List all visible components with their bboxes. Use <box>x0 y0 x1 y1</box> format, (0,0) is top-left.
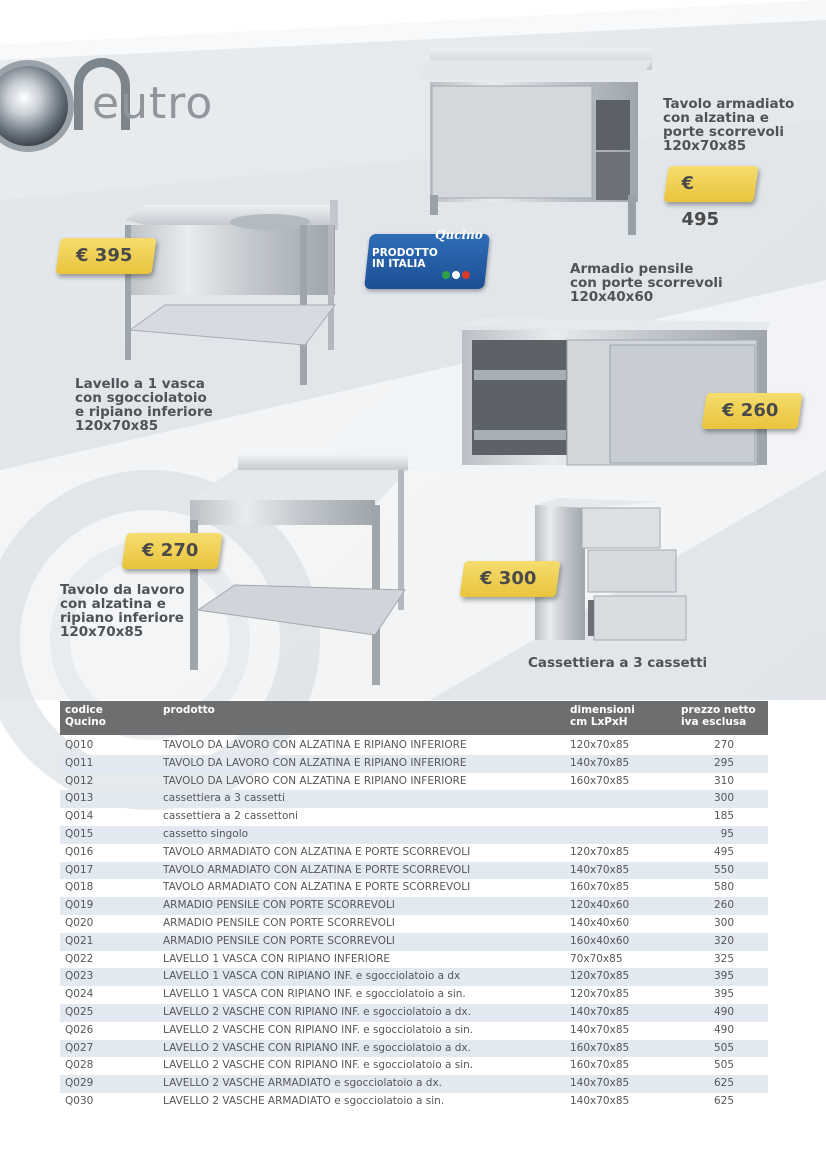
cell-product: cassettiera a 3 cassetti <box>158 790 565 808</box>
table-row <box>60 808 768 826</box>
logo-text: eutro <box>92 78 214 129</box>
cell-price: 625 <box>676 1075 768 1093</box>
cell-code: Q018 <box>65 881 94 894</box>
table-row <box>60 790 768 808</box>
cell-dimensions: 120x70x85 <box>570 739 630 751</box>
label-line: 120x70x85 <box>663 138 747 154</box>
cell-product: LAVELLO 1 VASCA CON RIPIANO INF. e sgocciolatoio a dx <box>158 968 565 986</box>
cell-code: Q023 <box>60 968 158 986</box>
cell-product: LAVELLO 2 VASCHE CON RIPIANO INF. e sgocciolatoio a sin. <box>163 1023 474 1036</box>
cell-price: 505 <box>676 1040 768 1058</box>
price-tag-tavolo-lavoro <box>121 533 222 569</box>
cell-dimensions: 160x40x60 <box>565 933 676 951</box>
cell-code: Q016 <box>65 845 94 858</box>
label-line: con alzatina e <box>60 596 166 612</box>
cell-price: 300 <box>713 916 734 929</box>
cell-product: LAVELLO 1 VASCA CON RIPIANO INF. e sgocciolatoio a sin. <box>163 988 466 1001</box>
label-line: Armadio pensile <box>570 261 694 277</box>
cell-dimensions: 140x70x85 <box>570 1094 630 1107</box>
cell-dimensions <box>565 826 676 844</box>
cell-code: Q017 <box>60 862 158 880</box>
cell-code: Q012 <box>65 774 94 787</box>
flag-green-icon <box>442 271 450 279</box>
badge-line-1: PRODOTTO <box>372 247 438 259</box>
table-row <box>60 1057 768 1075</box>
cell-product: TAVOLO ARMADIATO CON ALZATINA E PORTE SCORREVOLI <box>158 862 565 880</box>
table-row <box>60 986 768 1004</box>
cell-product: LAVELLO 2 VASCHE CON RIPIANO INF. e sgocciolatoio a dx. <box>158 1040 565 1058</box>
table-row <box>60 1040 768 1058</box>
cell-dimensions: 160x70x85 <box>570 1059 630 1072</box>
cell-dimensions: 160x70x85 <box>570 881 630 894</box>
cell-product: LAVELLO 2 VASCHE ARMADIATO e sgocciolatoio a sin. <box>163 1094 445 1107</box>
label-line: porte scorrevoli <box>663 124 785 140</box>
header-prodotto <box>158 701 565 735</box>
cell-code: Q011 <box>60 755 158 773</box>
cell-code: Q019 <box>60 897 158 915</box>
cell-product: LAVELLO 2 VASCHE CON RIPIANO INF. e sgocciolatoio a dx. <box>158 1004 565 1022</box>
table-row <box>60 1093 768 1111</box>
cell-product: LAVELLO 1 VASCA CON RIPIANO INFERIORE <box>163 952 391 965</box>
table-header-row <box>60 701 768 735</box>
cell-price: 505 <box>713 1059 734 1072</box>
cell-code: Q028 <box>65 1059 94 1072</box>
label-line: con alzatina e <box>663 110 769 126</box>
table-row <box>60 1004 768 1022</box>
cell-price: 260 <box>676 897 768 915</box>
table-row <box>60 844 768 862</box>
cell-dimensions: 120x70x85 <box>570 845 630 858</box>
cell-price: 300 <box>676 790 768 808</box>
cell-code: Q010 <box>65 739 94 751</box>
cell-code: Q024 <box>65 988 94 1001</box>
label-line: con porte scorrevoli <box>570 275 723 291</box>
price-value: € 395 <box>76 245 133 266</box>
cell-price: 295 <box>676 755 768 773</box>
price-tag-tavolo-armadiato <box>663 166 758 230</box>
cell-dimensions: 140x70x85 <box>565 755 676 773</box>
cell-price: 185 <box>713 810 734 823</box>
price-value: € 495 <box>681 173 720 230</box>
cell-product: ARMADIO PENSILE CON PORTE SCORREVOLI <box>158 897 565 915</box>
table-row <box>60 968 768 986</box>
label-line: con sgocciolatoio <box>75 390 207 406</box>
cell-price: 495 <box>713 845 734 858</box>
cell-price: 95 <box>676 826 768 844</box>
table-row <box>60 862 768 880</box>
label-line: Tavolo da lavoro <box>60 582 185 598</box>
cell-price: 395 <box>713 988 734 1001</box>
cell-product: LAVELLO 2 VASCHE ARMADIATO e sgocciolatoio a dx. <box>158 1075 565 1093</box>
price-tag-cassettiera <box>459 561 560 597</box>
cell-price: 580 <box>713 881 734 894</box>
price-tag-armadio-pensile <box>701 393 802 429</box>
cell-dimensions: 140x40x60 <box>570 916 630 929</box>
cell-code: Q027 <box>60 1040 158 1058</box>
cell-product: TAVOLO ARMADIATO CON ALZATINA E PORTE SCORREVOLI <box>163 845 471 858</box>
label-cassettiera <box>528 656 707 670</box>
table-row <box>60 1022 768 1040</box>
label-line: 120x70x85 <box>75 418 159 434</box>
flag-red-icon <box>462 271 470 279</box>
header-line: iva esclusa <box>681 716 747 728</box>
cell-product: TAVOLO ARMADIATO CON ALZATINA E PORTE SCORREVOLI <box>163 881 471 894</box>
label-line: Lavello a 1 vasca <box>75 376 205 392</box>
cell-code: Q025 <box>60 1004 158 1022</box>
badge-text <box>372 248 438 270</box>
table-row <box>60 879 768 897</box>
cell-price: 395 <box>676 968 768 986</box>
cell-dimensions: 140x70x85 <box>570 1023 630 1036</box>
label-tavolo-armadiato <box>663 97 794 153</box>
table-row <box>60 897 768 915</box>
label-line: ripiano inferiore <box>60 610 184 626</box>
cell-product: ARMADIO PENSILE CON PORTE SCORREVOLI <box>163 916 395 929</box>
cell-code: Q015 <box>60 826 158 844</box>
badge-brand: Qucino <box>435 228 483 242</box>
cell-dimensions: 120x40x60 <box>565 897 676 915</box>
cell-dimensions: 160x70x85 <box>565 1040 676 1058</box>
table-row <box>60 915 768 933</box>
cell-product: ARMADIO PENSILE CON PORTE SCORREVOLI <box>158 933 565 951</box>
armadio-pensile-image <box>460 318 770 465</box>
header-line: codice <box>65 704 103 716</box>
cell-price: 490 <box>676 1004 768 1022</box>
cell-code: Q020 <box>65 916 94 929</box>
cell-dimensions: 70x70x85 <box>570 952 623 965</box>
price-tag-lavello <box>55 238 156 274</box>
table-row <box>60 951 768 969</box>
label-line: Cassettiera a 3 cassetti <box>528 655 708 671</box>
cell-code: Q021 <box>60 933 158 951</box>
cell-dimensions: 160x70x85 <box>570 774 630 787</box>
table-row <box>60 933 768 951</box>
cell-product: TAVOLO DA LAVORO CON ALZATINA E RIPIANO INFERIORE <box>163 739 467 751</box>
header-line: prodotto <box>163 704 215 716</box>
table-row <box>60 773 768 791</box>
cell-code: Q022 <box>65 952 94 965</box>
label-line: e ripiano inferiore <box>75 404 213 420</box>
cell-product: TAVOLO DA LAVORO CON ALZATINA E RIPIANO INFERIORE <box>163 774 467 787</box>
price-value: € 270 <box>142 540 199 561</box>
cell-price: 625 <box>713 1094 734 1107</box>
table-row <box>60 1075 768 1093</box>
header-codice <box>60 701 158 735</box>
cell-dimensions: 140x70x85 <box>565 862 676 880</box>
cell-product: TAVOLO DA LAVORO CON ALZATINA E RIPIANO INFERIORE <box>158 755 565 773</box>
label-line: 120x70x85 <box>60 624 144 640</box>
cell-product: cassettiera a 2 cassettoni <box>163 810 298 823</box>
cell-code: Q013 <box>60 790 158 808</box>
label-line: 120x40x60 <box>570 289 654 305</box>
cell-code: Q026 <box>65 1023 94 1036</box>
cell-product: LAVELLO 2 VASCHE CON RIPIANO INF. e sgocciolatoio a sin. <box>163 1059 474 1072</box>
cell-code: Q030 <box>65 1094 94 1107</box>
header-dimensioni <box>565 701 676 735</box>
cell-price: 270 <box>713 739 734 751</box>
label-lavello <box>75 377 213 433</box>
label-tavolo-lavoro <box>60 583 184 639</box>
header-line: prezzo netto <box>681 704 756 716</box>
cell-dimensions <box>565 790 676 808</box>
cell-code: Q014 <box>65 810 94 823</box>
cell-price: 490 <box>713 1023 734 1036</box>
flag-white-icon <box>452 271 460 279</box>
cell-code: Q029 <box>60 1075 158 1093</box>
cell-dimensions: 120x70x85 <box>570 988 630 1001</box>
label-armadio-pensile <box>570 262 723 304</box>
cell-dimensions: 140x70x85 <box>565 1004 676 1022</box>
cell-dimensions <box>565 808 676 826</box>
cell-price: 550 <box>676 862 768 880</box>
header-prezzo <box>676 701 768 735</box>
cell-price: 320 <box>676 933 768 951</box>
cell-product: cassetto singolo <box>158 826 565 844</box>
table-row <box>60 735 768 755</box>
price-list-table <box>60 701 768 1111</box>
table-body <box>60 735 768 1111</box>
header-line: Qucino <box>65 716 106 728</box>
cell-price: 325 <box>713 952 734 965</box>
table-row <box>60 826 768 844</box>
table-row <box>60 755 768 773</box>
cell-price: 310 <box>713 774 734 787</box>
header-line: dimensioni <box>570 704 635 716</box>
cell-dimensions: 120x70x85 <box>565 968 676 986</box>
header-line: cm LxPxH <box>570 716 628 728</box>
label-line: Tavolo armadiato <box>663 96 795 112</box>
price-value: € 260 <box>722 400 779 421</box>
price-value: € 300 <box>480 568 537 589</box>
badge-line-2: IN ITALIA <box>372 258 426 270</box>
cell-dimensions: 140x70x85 <box>565 1075 676 1093</box>
